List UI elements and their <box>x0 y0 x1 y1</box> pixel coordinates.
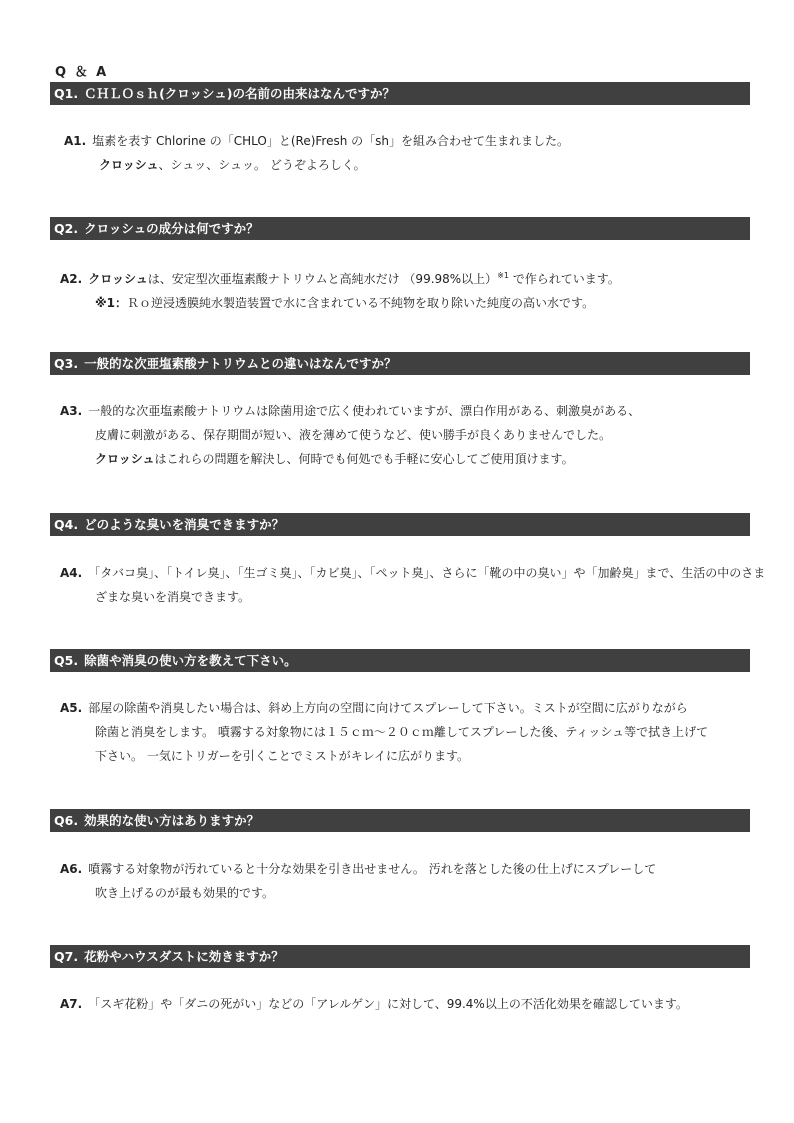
answer-text: で作られています。 <box>508 272 620 286</box>
answer-a4 <box>60 561 766 609</box>
question-bar-q5 <box>50 649 750 672</box>
question-text: どのような臭いを消臭できますか？ <box>84 517 285 532</box>
brand-name: クロッシュ <box>99 158 159 172</box>
answer-a1 <box>64 129 744 177</box>
question-label: Q6. <box>54 813 79 828</box>
answer-line <box>60 744 740 768</box>
question-label: Q5. <box>54 653 79 668</box>
question-label: Q1. <box>54 86 79 101</box>
footnote-label: ※1： <box>95 296 128 310</box>
brand-name: クロッシュ <box>88 272 148 286</box>
answer-line <box>60 992 740 1016</box>
answer-line <box>64 153 744 177</box>
answer-text: 一般的な次亜塩素酸ナトリウムは除菌用途で広く使われていますが、漂白作用がある、刺激臭がある、 <box>88 404 641 418</box>
question-text: 除菌や消臭の使い方を教えて下さい。 <box>84 653 297 668</box>
footnote-text: Ｒｏ逆浸透膜純水製造装置で水に含まれている不純物を取り除いた純度の高い水です。 <box>127 296 595 310</box>
answer-line <box>60 720 740 744</box>
answer-label: A6. <box>60 862 83 876</box>
question-text: クロッシュの成分は何ですか？ <box>84 221 259 236</box>
answer-label: A7. <box>60 997 83 1011</box>
answer-label: A4. <box>60 566 83 580</box>
answer-text: 「スギ花粉」や「ダニの死がい」などの「アレルゲン」に対して、99.4%以上の不活化効果を確認しています。 <box>88 997 688 1011</box>
answer-line <box>60 857 740 881</box>
answer-line <box>60 423 740 447</box>
question-bar-q2 <box>50 217 750 240</box>
answer-line <box>60 561 766 585</box>
answer-text: はこれらの問題を解決し、何時でも何処でも手軽に安心してご使用頂けます。 <box>154 452 574 466</box>
answer-line <box>64 129 744 153</box>
answer-text: 部屋の除菌や消臭したい場合は、斜め上方向の空間に向けてスプレーして下さい。ミストが空間に広がりながら <box>88 701 688 715</box>
answer-line <box>60 399 740 423</box>
answer-text: ざまな臭いを消臭できます。 <box>95 590 251 604</box>
answer-text: 皮膚に刺激がある、保存期間が短い、液を薄めて使うなど、使い勝手が良くありませんでした。 <box>95 428 612 442</box>
answer-line <box>60 881 740 905</box>
answer-line <box>60 264 740 291</box>
answer-a2 <box>60 264 740 315</box>
question-label: Q7. <box>54 949 79 964</box>
question-bar-q6 <box>50 809 750 832</box>
answer-text: 除菌と消臭をします。 噴霧する対象物には１５ｃｍ～２０ｃｍ離してスプレーした後、ティッシュ等で拭き上げて <box>95 725 709 739</box>
answer-a6 <box>60 857 740 905</box>
answer-text: 吹き上げるのが最も効果的です。 <box>95 886 275 900</box>
question-bar-q1 <box>50 82 750 105</box>
brand-name: クロッシュ <box>95 452 155 466</box>
question-bar-q4 <box>50 513 750 536</box>
question-bar-q7 <box>50 945 750 968</box>
question-label: Q3. <box>54 356 79 371</box>
page-heading: Q ＆ A <box>55 65 109 80</box>
question-text: 効果的な使い方はありますか？ <box>84 813 260 828</box>
question-label: Q4. <box>54 517 79 532</box>
answer-a3 <box>60 399 740 471</box>
answer-line <box>60 447 740 471</box>
answer-a7 <box>60 992 740 1016</box>
answer-text: 、シュッ、シュッ。 どうぞよろしく。 <box>158 158 366 172</box>
answer-text: 噴霧する対象物が汚れていると十分な効果を引き出せません。 汚れを落とした後の仕上げにスプレーして <box>88 862 657 876</box>
answer-a5 <box>60 696 740 768</box>
answer-line <box>60 696 740 720</box>
answer-label: A2. <box>60 272 83 286</box>
footnote-marker: ※1 <box>497 271 509 280</box>
question-text: 花粉やハウスダストに効きますか？ <box>84 949 284 964</box>
question-text: ＣＨＬＯｓｈ(クロッシュ)の名前の由来はなんですか？ <box>84 86 396 101</box>
answer-label: A5. <box>60 701 83 715</box>
answer-label: A1. <box>64 134 87 148</box>
question-text: 一般的な次亜塩素酸ナトリウムとの違いはなんですか？ <box>84 356 397 371</box>
answer-text: は、安定型次亜塩素酸ナトリウムと高純水だけ （99.98%以上） <box>147 272 498 286</box>
answer-text: 「タバコ臭」、「トイレ臭」、「生ゴミ臭」、「カビ臭」、「ペット臭」、さらに「靴の中の臭い」や「加齢臭」まで、生活の中のさま <box>88 566 766 580</box>
answer-line <box>60 585 740 609</box>
question-bar-q3 <box>50 352 750 375</box>
question-label: Q2. <box>54 221 79 236</box>
footnote <box>60 291 740 315</box>
answer-text: 下さい。 一気にトリガーを引くことでミストがキレイに広がります。 <box>95 749 470 763</box>
answer-text: 塩素を表す Chlorine の「CHLO」と(Re)Fresh の「sh」を組み合わせて生まれました。 <box>92 134 570 148</box>
answer-label: A3. <box>60 404 83 418</box>
